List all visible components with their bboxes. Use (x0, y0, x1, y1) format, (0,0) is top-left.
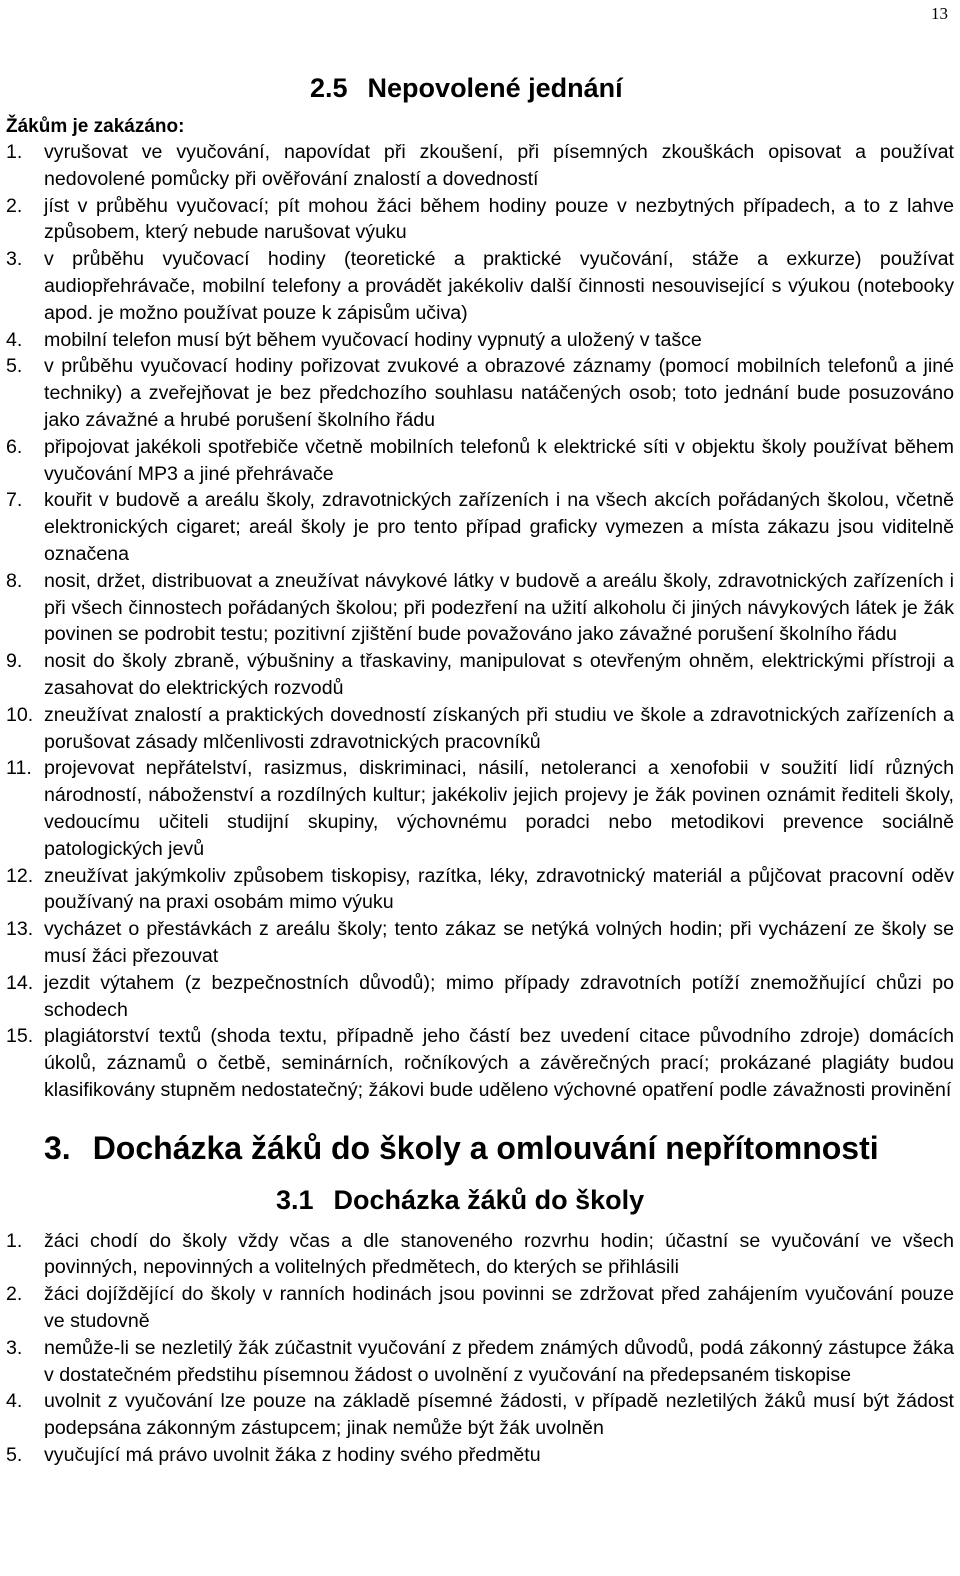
list-item-text: připojovat jakékoli spotřebiče včetně mobilních telefonů k elektrické síti v objektu školy používat během vyučování MP3 a jiné přehrávače (44, 435, 954, 485)
list-item-text: zneužívat jakýmkoliv způsobem tiskopisy, razítka, léky, zdravotnický materiál a půjčovat pracovní oděv používaný na praxi osobám mimo výuku (44, 864, 954, 914)
list-item-number: 1. (6, 1229, 23, 1252)
list-item-text: plagiátorství textů (shoda textu, případně jeho částí bez uvedení citace původního zdroje) domácích úkolů, záznamů o četbě, seminárních, ročníkových a závěrečných prací; prokázané plagiáty budou klasifikovány stupněm nedostatečný; žákovi bude uděleno výchovné opatření podle závažnosti provinění (44, 1025, 954, 1101)
list-item (6, 1228, 954, 1282)
list-item-text: mobilní telefon musí být během vyučovací hodiny vypnutý a uložený v tašce (44, 328, 702, 351)
list-item-text: jíst v průběhu vyučovací; pít mohou žáci během hodiny pouze v nezbytných případech, a to z lahve způsobem, který nebude narušovat výuku (44, 194, 954, 244)
list-item-number: 7. (6, 489, 23, 512)
list-item-text: kouřit v budově a areálu školy, zdravotnických zařízeních i na všech akcích pořádaných školou, včetně elektronických cigaret; areál školy je pro tento případ graficky vymezen a místa zákazu jsou viditelně označena (44, 489, 954, 565)
section-intro: Žákům je zakázáno: (6, 116, 185, 137)
document-body (6, 68, 954, 1469)
list-item (6, 1335, 954, 1389)
list-item-text: žáci chodí do školy vždy včas a dle stanoveného rozvrhu hodin; účastní se vyučování ve všech povinných, nepovinných a volitelných předmětech, do kterých se přihlásili (44, 1229, 954, 1279)
prohibited-actions-list (6, 139, 954, 1104)
list-item-text: nemůže-li se nezletilý žák zúčastnit vyučování z předem známých důvodů, podá zákonný zástupce žáka v dostatečném předstihu písemnou žádost o uvolnění z vyučování na předepsaném tiskopise (44, 1336, 954, 1386)
list-item-number: 13. (6, 918, 34, 941)
list-item (6, 353, 954, 433)
list-item-number: 2. (6, 1283, 23, 1306)
list-item-number: 3. (6, 248, 23, 271)
section-number: 2.5 (310, 73, 348, 103)
list-item-text: žáci dojíždějící do školy v ranních hodinách jsou povinni se zdržovat před zahájením vyučování pouze ve studovně (44, 1283, 954, 1333)
list-item-number: 14. (6, 971, 34, 994)
list-item-text: nosit, držet, distribuovat a zneužívat návykové látky v budově a areálu školy, zdravotnických zařízeních i při všech činnostech pořádaných školou; při podezření na užití alkoholu či jiných návykových látek je žák povinen se podrobit testu; pozitivní zjištění bude považováno jako závažné porušení školního řádu (44, 569, 954, 646)
list-item-number: 9. (6, 650, 23, 673)
list-item-number: 11. (6, 757, 32, 780)
list-item (6, 702, 954, 756)
list-item (6, 863, 954, 917)
section-title: Nepovolené jednání (367, 73, 623, 103)
list-item (6, 193, 954, 247)
list-item-text: v průběhu vyučovací hodiny pořizovat zvukové a obrazové záznamy (pomocí mobilních telefonů a jiné techniky) a zveřejňovat je bez předchozího souhlasu natáčených osob; toto jednání bude posuzováno jako závažné a hrubé porušení školního řádu (44, 355, 954, 431)
list-item (6, 970, 954, 1024)
list-item-number: 3. (6, 1336, 23, 1359)
chapter-title: Docházka žáků do školy a omlouvání nepřítomnosti (92, 1129, 879, 1166)
list-item-text: vyučující má právo uvolnit žáka z hodiny svého předmětu (44, 1444, 541, 1467)
list-item (6, 1388, 954, 1442)
subsection-number: 3.1 (276, 1184, 314, 1215)
chapter-heading (6, 1128, 954, 1168)
list-item (6, 1023, 954, 1103)
list-item (6, 916, 954, 970)
subsection-title: Docházka žáků do školy (333, 1184, 645, 1215)
list-item (6, 327, 954, 354)
list-item-text: nosit do školy zbraně, výbušniny a třaskaviny, manipulovat s otevřeným ohněm, elektrickými přístroji a zasahovat do elektrických rozvodů (44, 650, 954, 699)
list-item-number: 12. (6, 864, 34, 887)
list-item-number: 6. (6, 435, 23, 458)
list-item-text: projevovat nepřátelství, rasizmus, diskriminaci, násilí, netoleranci a xenofobii v soužití lidí různých národností, náboženství a rozdílných kultur; jakékoliv jejich projevy je žák povinen oznámit řediteli školy, vedoucímu učiteli studijní skupiny, výchovnému poradci nebo metodikovi prevence sociálně patologických jevů (44, 757, 954, 860)
list-item-text: jezdit výtahem (z bezpečnostních důvodů); mimo případy zdravotních potíží znemožňující chůzi po schodech (44, 971, 954, 1021)
list-item-number: 15. (6, 1025, 34, 1048)
page-number: 13 (931, 4, 948, 23)
list-item (6, 246, 954, 326)
attendance-rules-list (6, 1228, 954, 1469)
list-item-number: 10. (6, 703, 34, 726)
list-item-number: 8. (6, 569, 23, 592)
section-heading (6, 68, 954, 108)
list-item-text: uvolnit z vyučování lze pouze na základě písemné žádosti, v případě nezletilých žáků musí být žádost podepsána zákonným zástupcem; jinak nemůže být žák uvolněn (44, 1390, 954, 1440)
list-item (6, 487, 954, 567)
list-item-text: zneužívat znalostí a praktických dovedností získaných při studiu ve škole a zdravotnických zařízeních a porušovat zásady mlčenlivosti zdravotnických pracovníků (44, 703, 954, 753)
list-item-number: 4. (6, 328, 23, 351)
list-item-number: 5. (6, 355, 23, 378)
subsection-heading (6, 1180, 954, 1220)
list-item (6, 1281, 954, 1335)
list-item (6, 1442, 954, 1469)
list-item-number: 5. (6, 1444, 23, 1467)
list-item (6, 755, 954, 862)
list-item (6, 568, 954, 648)
list-item (6, 139, 954, 193)
list-item-number: 4. (6, 1390, 23, 1413)
list-item (6, 648, 954, 702)
list-item-text: vyrušovat ve vyučování, napovídat při zkoušení, při písemných zkouškách opisovat a používat nedovolené pomůcky při ověřování znalostí a dovedností (44, 141, 954, 190)
list-item (6, 434, 954, 488)
list-item-text: v průběhu vyučovací hodiny (teoretické a praktické vyučování, stáže a exkurze) používat audiopřehrávače, mobilní telefony a provádět jakékoliv další činnosti nesouvisející s výukou (notebooky apod. je možno používat pouze k zápisům učiva) (44, 248, 954, 324)
list-item-number: 1. (6, 141, 23, 163)
chapter-number: 3. (44, 1129, 71, 1166)
list-item-number: 2. (6, 194, 23, 217)
list-item-text: vycházet o přestávkách z areálu školy; tento zákaz se netýká volných hodin; při vycházení ze školy se musí žáci přezouvat (44, 918, 954, 967)
